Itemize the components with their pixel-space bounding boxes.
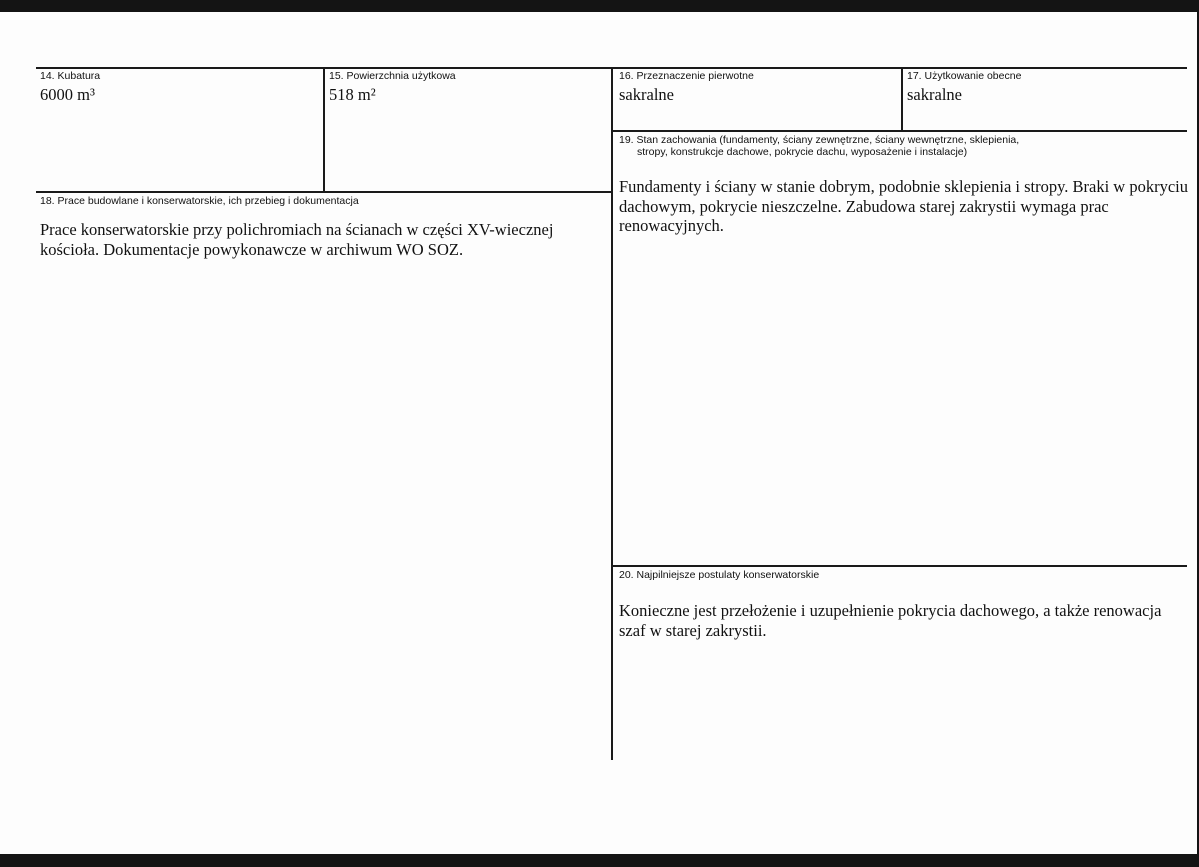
field-17-value: sakralne bbox=[907, 85, 962, 104]
rule-above-field-20 bbox=[612, 565, 1187, 567]
field-19-label-line1: 19. Stan zachowania (fundamenty, ściany zewnętrzne, ściany wewnętrzne, sklepienia, bbox=[619, 134, 1020, 146]
field-15-label: 15. Powierzchnia użytkowa bbox=[329, 70, 456, 82]
divider-14-15 bbox=[323, 67, 325, 193]
field-19-text: Fundamenty i ściany w stanie dobrym, podobnie sklepienia i stropy. Braki w pokryciu dachowym, pokrycie nieszczelne. Zabudowa starej zakrystii wymaga prac renowacyjnych. bbox=[619, 177, 1189, 235]
field-16-value: sakralne bbox=[619, 85, 674, 104]
field-20-label: 20. Najpilniejsze postulaty konserwatorskie bbox=[619, 569, 820, 581]
center-divider bbox=[611, 67, 613, 760]
field-16-label: 16. Przeznaczenie pierwotne bbox=[619, 70, 754, 82]
field-18-text: Prace konserwatorskie przy polichromiach na ścianach w części XV-wiecznej kościoła. Dokumentacje powykonawcze w archiwum WO SOZ. bbox=[40, 220, 554, 259]
field-19-label-line2: stropy, konstrukcje dachowe, pokrycie dachu, wyposażenie i instalacje) bbox=[637, 146, 968, 158]
rule-above-field-19 bbox=[612, 130, 1187, 132]
field-14-value: 6000 m³ bbox=[40, 85, 95, 104]
field-17-label: 17. Użytkowanie obecne bbox=[907, 70, 1022, 82]
field-14-label: 14. Kubatura bbox=[40, 70, 101, 82]
divider-16-17 bbox=[901, 67, 903, 132]
field-18-label: 18. Prace budowlane i konserwatorskie, ich przebieg i dokumentacja bbox=[40, 195, 359, 207]
field-15-value: 518 m² bbox=[329, 85, 376, 104]
form-sheet bbox=[0, 12, 1197, 854]
field-20-text: Konieczne jest przełożenie i uzupełnienie pokrycia dachowego, a także renowacja szaf w starej zakrystii. bbox=[619, 601, 1162, 640]
